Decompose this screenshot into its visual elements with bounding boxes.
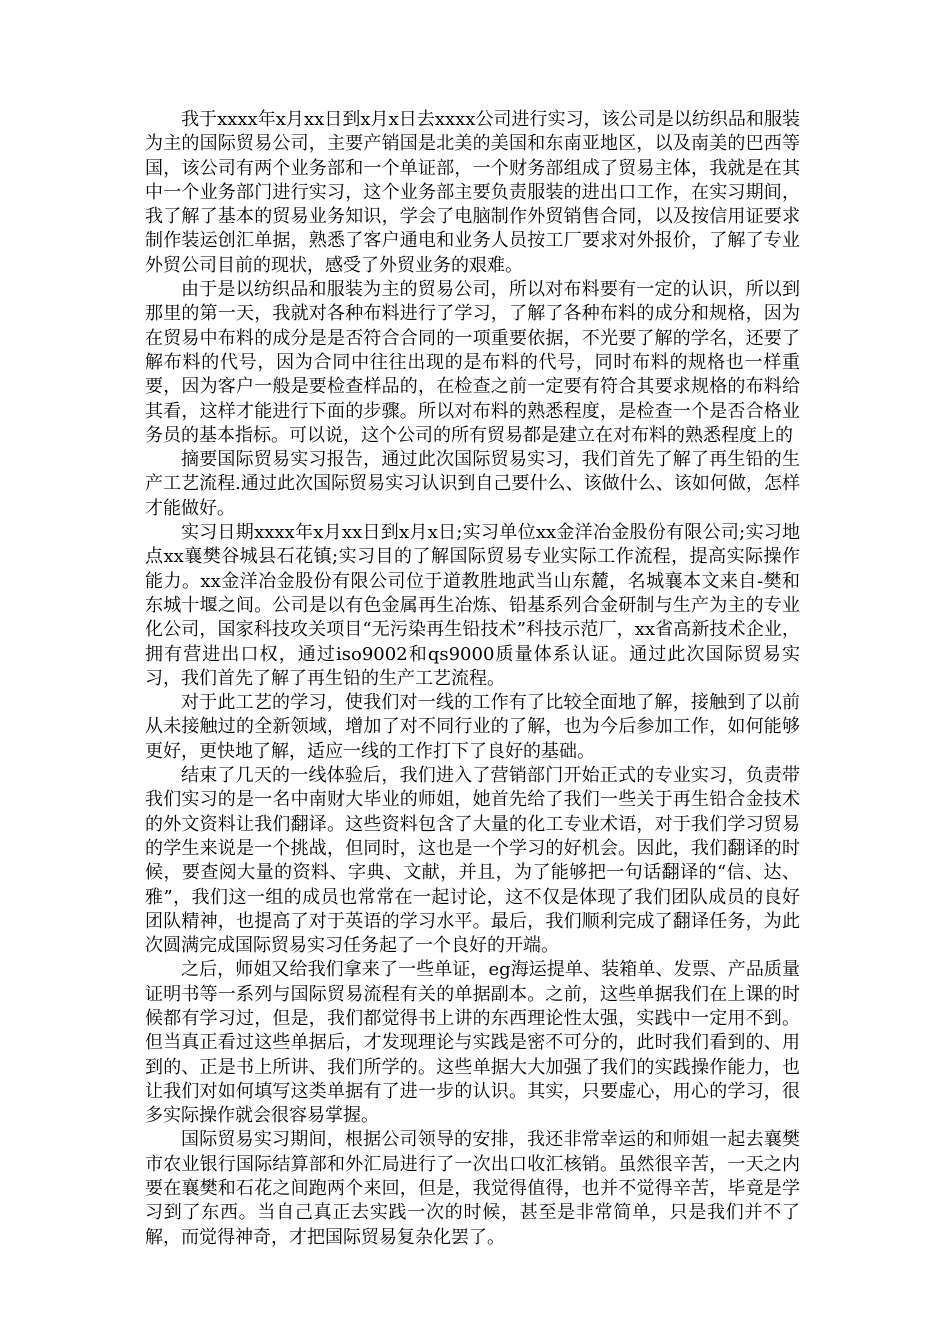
document-body: [145, 108, 800, 1250]
paragraph-abstract: 摘要国际贸易实习报告，通过此次国际贸易实习，我们首先了解了再生铅的生产工艺流程.通过此次国际贸易实习认识到自己要什么、该做什么、该如何做，怎样才能做好。: [145, 449, 800, 519]
paragraph-process-learning: 对于此工艺的学习，使我们对一线的工作有了比较全面地了解，接触到了以前从未接触过的全新领域，增加了对不同行业的了解，也为今后参加工作，如何能够更好，更快地了解，适应一线的工作打下了良好的基础。: [145, 692, 800, 762]
paragraph-internship-details: 实习日期xxxx年x月xx日到x月x日;实习单位xx金洋冶金股份有限公司;实习地点xx襄樊谷城县石花镇;实习目的了解国际贸易专业实际工作流程，提高实际操作能力。xx金洋冶金股份有限公司位于道教胜地武当山东麓，名城襄本文来自-樊和东城十堰之间。公司是以有色金属再生冶炼、铅基系列合金研制与生产为主的专业化公司，国家科技攻关项目“无污染再生铅技术”科技示范厂，xx省高新技术企业，拥有营进出口权，通过iso9002和qs9000质量体系认证。通过此次国际贸易实习，我们首先了解了再生铅的生产工艺流程。: [145, 522, 800, 689]
paragraph-bank-visit: 国际贸易实习期间，根据公司领导的安排，我还非常幸运的和师姐一起去襄樊市农业银行国际结算部和外汇局进行了一次出口收汇核销。虽然很辛苦，一天之内要在襄樊和石花之间跑两个来回，但是，我觉得值得，也并不觉得辛苦，毕竟是学习到了东西。当自己真正去实践一次的时候，甚至是非常简单，只是我们并不了解，而觉得神奇，才把国际贸易复杂化罢了。: [145, 1129, 800, 1248]
paragraph-documents-study: 之后，师姐又给我们拿来了一些单证，eg海运提单、装箱单、发票、产品质量证明书等一系列与国际贸易流程有关的单据副本。之前，这些单据我们在上课的时候都有学习过，但是，我们都觉得书上讲的东西理论性太强，实践中一定用不到。但当真正看过这些单据后，才发现理论与实践是密不可分的，此时我们看到的、用到的、正是书上所讲、我们所学的。这些单据大大加强了我们的实践操作能力，也让我们对如何填写这类单据有了进一步的认识。其实，只要虚心，用心的学习，很多实际操作就会很容易掌握。: [145, 959, 800, 1127]
paragraph-internship-intro: 我于xxxx年x月xx日到x月x日去xxxx公司进行实习，该公司是以纺织品和服装为主的国际贸易公司，主要产销国是北美的美国和东南亚地区，以及南美的巴西等国，该公司有两个业务部和一个单证部，一个财务部组成了贸易主体，我就是在其中一个业务部门进行实习，这个业务部主要负责服装的进出口工作，在实习期间，我了解了基本的贸易业务知识，学会了电脑制作外贸销售合同，以及按信用证要求制作装运创汇单据，熟悉了客户通电和业务人员按工厂要求对外报价，了解了专业外贸公司目前的现状，感受了外贸业务的艰难。: [145, 109, 800, 276]
paragraph-translation-work: 结束了几天的一线体验后，我们进入了营销部门开始正式的专业实习，负责带我们实习的是一名中南财大毕业的师姐，她首先给了我们一些关于再生铅合金技术的外文资料让我们翻译。这些资料包含了大量的化工专业术语，对于我们学习贸易的学生来说是一个挑战，但同时，这也是一个学习的好机会。因此，我们翻译的时候，要查阅大量的资料、字典、文献，并且，为了能够把一句话翻译的“信、达、雅”，我们这一组的成员也常常在一起讨论，这不仅是体现了我们团队成员的良好团队精神，也提高了对于英语的学习水平。最后，我们顺利完成了翻译任务，为此次圆满完成国际贸易实习任务起了一个良好的开端。: [145, 765, 800, 957]
paragraph-fabric-knowledge: 由于是以纺织品和服装为主的贸易公司，所以对布料要有一定的认识，所以到那里的第一天，我就对各种布料进行了学习，了解了各种布料的成分和规格，因为在贸易中布料的成分是是否符合合同的一项重要依据，不光要了解的学名，还要了解布料的代号，因为合同中往往出现的是布料的代号，同时布料的规格也一样重要，因为客户一般是要检查样品的，在检查之前一定要有符合其要求规格的布料给其看，这样才能进行下面的步骤。所以对布料的熟悉程度，是检查一个是否合格业务员的基本指标。可以说，这个公司的所有贸易都是建立在对布料的熟悉程度上的: [145, 279, 800, 446]
